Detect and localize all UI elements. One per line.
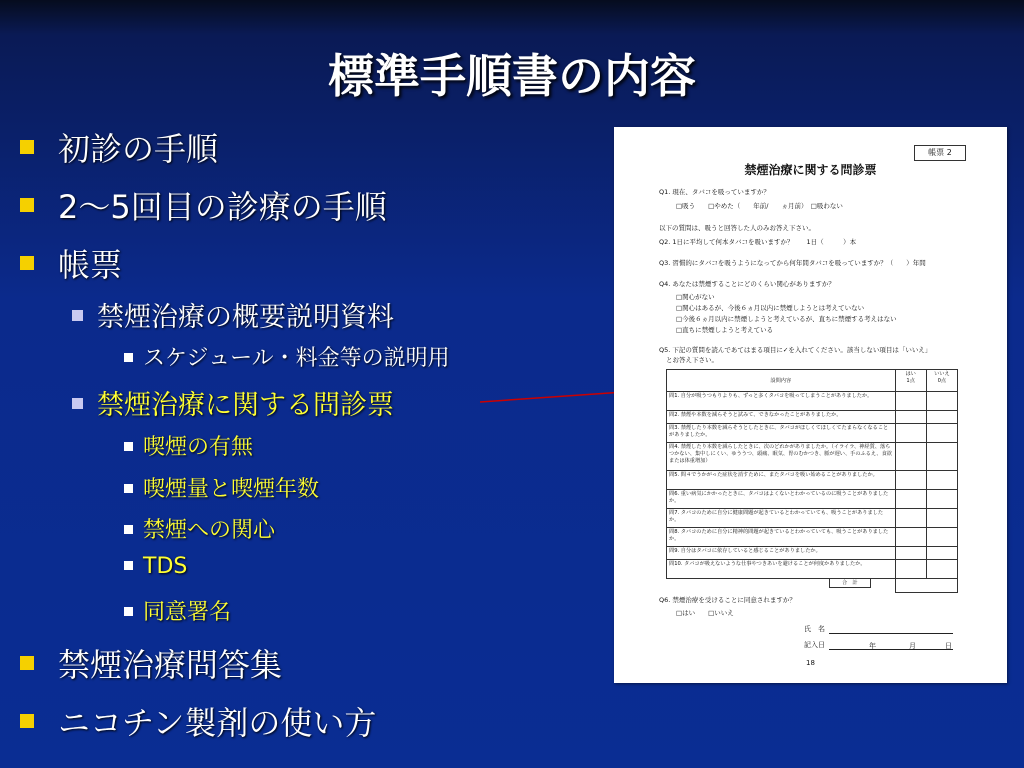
note: 以下の質問は、吸うと回答した人のみお答え下さい。 [659, 224, 815, 232]
q6-options: □はい □いいえ [676, 609, 734, 617]
q5: Q5. 下記の質問を読んであてはまる項目に✓を入れてください。該当しない項目は「いいえ」 [659, 346, 932, 354]
bullet-label: 初診の手順 [58, 130, 219, 168]
table-row: 問3. 禁煙したり本数を減らそうとしたときに、タバコがほしくてほしくてたまらなくなることがありましたか。 [667, 424, 958, 443]
slide-title: 標準手順書の内容 [328, 49, 696, 103]
table-header-item: 設問内容 [667, 370, 896, 392]
q4: Q4. あなたは禁煙することにどのくらい関心がありますか？ [659, 280, 835, 288]
name-line[interactable] [829, 625, 953, 634]
form-number: 帳票 2 [914, 145, 966, 161]
q3: Q3. 習慣的にタバコを吸うようになってから何年間タバコを吸っていますか？（ ）年間 [659, 259, 926, 267]
no-cell[interactable] [926, 509, 957, 528]
tds-table [666, 369, 958, 593]
yes-cell[interactable] [895, 560, 926, 579]
no-cell[interactable] [926, 547, 957, 560]
q4-option: □関心はあるが、今後６ヵ月以内に禁煙しようとは考えていない [676, 304, 865, 312]
table-header-yes: はい 1点 [895, 370, 926, 392]
yes-cell[interactable] [895, 509, 926, 528]
questionnaire-image [614, 127, 1007, 683]
no-cell[interactable] [926, 490, 957, 509]
bullet-label: 禁煙治療問答集 [58, 646, 283, 684]
table-total-row: 合 計 [667, 579, 958, 593]
table-row: 問10. タバコが吸えないような仕事やつきあいを避けることが何度かありましたか。 [667, 560, 958, 579]
bullet-label: TDS [143, 554, 188, 579]
table-row: 問8. タバコのために自分に精神的問題が起きているとわかっていても、吸うことがありましたか。 [667, 528, 958, 547]
no-cell[interactable] [926, 424, 957, 443]
q4-option: □今後６ヵ月以内に禁煙しようと考えているが、直ちに禁煙する考えはない [676, 315, 897, 323]
bullet-label: 帳票 [58, 246, 123, 284]
name-label: 氏 名 [804, 624, 953, 634]
no-cell[interactable] [926, 411, 957, 424]
yes-cell[interactable] [895, 424, 926, 443]
yes-cell[interactable] [895, 392, 926, 411]
bullet-label: ニコチン製剤の使い方 [58, 704, 377, 742]
total-cell[interactable] [895, 579, 957, 593]
yes-cell[interactable] [895, 443, 926, 471]
yes-cell[interactable] [895, 471, 926, 490]
q4-option: □直ちに禁煙しようと考えている [676, 326, 774, 334]
table-row: 問1. 自分が吸うつもりよりも、ずっと多くタバコを吸ってしまうことがありましたか。 [667, 392, 958, 411]
q5-cont: とお答え下さい。 [666, 356, 718, 364]
no-cell[interactable] [926, 528, 957, 547]
table-row: 問4. 禁煙したり本数を減らしたときに、次のどれかがありましたか。（イライラ、神経質、落ちつかない、集中しにくい、ゆううつ、頭痛、眠気、胃のむかつき、脈が遅い、手のふるえ、食欲または体重増加） [667, 443, 958, 471]
bullet-label: 禁煙への関心 [143, 518, 276, 543]
no-cell[interactable] [926, 443, 957, 471]
table-row: 問5. 問４でうかがった症状を消すために、またタバコを吸い始めることがありましたか。 [667, 471, 958, 490]
table-row: 問7. タバコのために自分に健康問題が起きているとわかっていても、吸うことがありましたか。 [667, 509, 958, 528]
date-label: 記入日 年 月 日 [804, 641, 952, 650]
no-cell[interactable] [926, 560, 957, 579]
q1-options: □吸う □やめた（ 年前/ ヵ月前） □吸わない [676, 202, 843, 210]
no-cell[interactable] [926, 392, 957, 411]
bullet-label: 喫煙の有無 [143, 435, 254, 460]
yes-cell[interactable] [895, 528, 926, 547]
bullet-label: 同意署名 [143, 600, 232, 625]
page-number: 18 [806, 659, 815, 667]
bullet-label: 2〜5回目の診療の手順 [58, 188, 387, 226]
document-title: 禁煙治療に関する問診票 [744, 163, 877, 177]
yes-cell[interactable] [895, 490, 926, 509]
date-line[interactable]: 年 月 日 [829, 641, 953, 650]
bullet-label: 禁煙治療の概要説明資料 [97, 302, 394, 333]
table-row: 問9. 自分はタバコに依存していると感じることがありましたか。 [667, 547, 958, 560]
q1: Q1. 現在、タバコを吸っていますか？ [659, 188, 770, 196]
bullet-label: 喫煙量と喫煙年数 [143, 477, 320, 502]
no-cell[interactable] [926, 471, 957, 490]
yes-cell[interactable] [895, 547, 926, 560]
table-row: 問6. 重い病気にかかったときに、タバコはよくないとわかっているのに吸うことがありましたか。 [667, 490, 958, 509]
bullet-label: スケジュール・料金等の説明用 [143, 346, 450, 371]
q6: Q6. 禁煙治療を受けることに同意されますか？ [659, 596, 796, 604]
table-header-no: いいえ 0点 [926, 370, 957, 392]
bullet-label: 禁煙治療に関する問診票 [97, 390, 394, 421]
q4-option: □関心がない [676, 293, 715, 301]
yes-cell[interactable] [895, 411, 926, 424]
q2: Q2. 1日に平均して何本タバコを吸いますか？ 1日（ ）本 [659, 238, 857, 246]
table-row: 問2. 禁煙や本数を減らそうと試みて、できなかったことがありましたか。 [667, 411, 958, 424]
